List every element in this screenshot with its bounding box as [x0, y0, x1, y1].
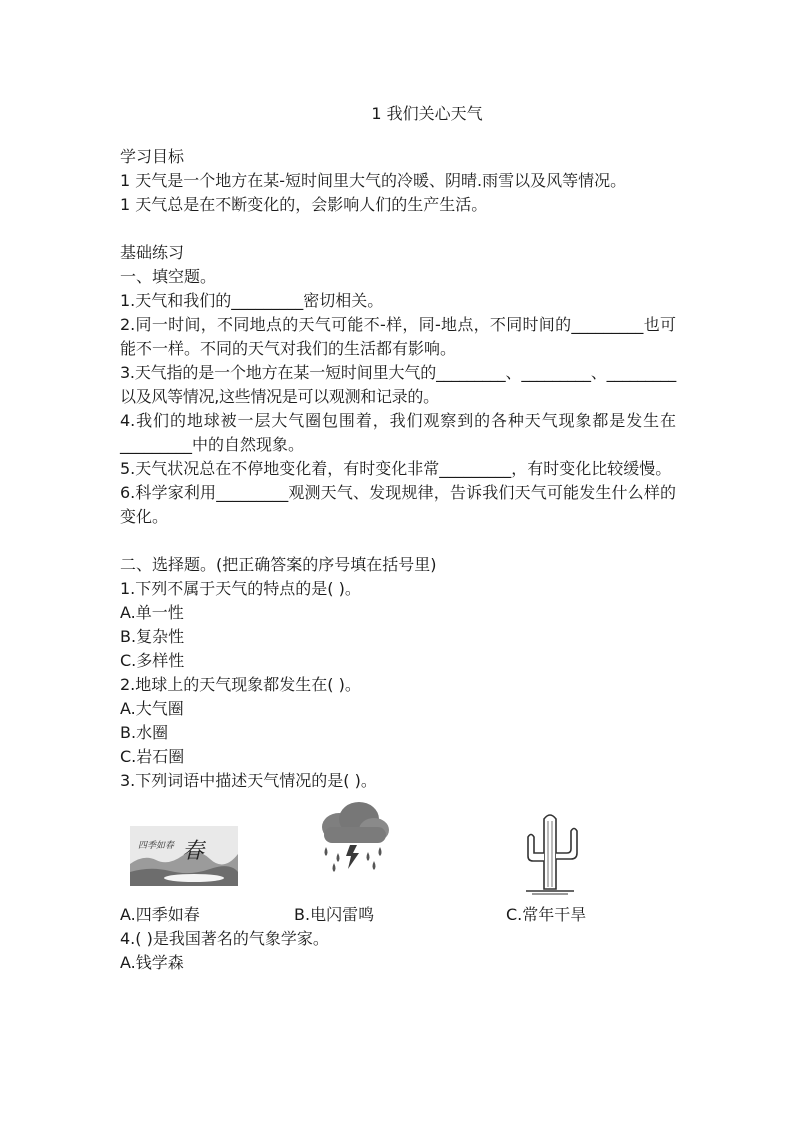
svg-text:四季如春: 四季如春	[138, 841, 175, 851]
choice-1-option-a: A.单一性	[120, 603, 184, 622]
choice-section-heading: 二、选择题。(把正确答案的序号填在括号里)	[120, 555, 437, 574]
fill-section-heading: 一、填空题。	[120, 267, 217, 286]
fill-question-2: 2.同一时间，不同地点的天气可能不-样，同-地点，不同时间的_________也可能不一样。不同的天气对我们的生活都有影响。	[120, 315, 676, 358]
choice-3-options	[120, 903, 676, 927]
choice-3-option-a: A.四季如春	[120, 905, 200, 924]
objective-item-2: 1 天气总是在不断变化的，会影响人们的生产生活。	[120, 195, 488, 214]
objective-item-1: 1 天气是一个地方在某-短时间里大气的冷暖、阴晴.雨雪以及风等情况。	[120, 171, 627, 190]
choice-question-4: 4.( )是我国著名的气象学家。	[120, 929, 329, 948]
svg-text:春: 春	[182, 839, 205, 864]
choice-1-option-c: C.多样性	[120, 651, 185, 670]
choice-3-option-b: B.电闪雷鸣	[294, 905, 375, 924]
thunderstorm-icon	[312, 797, 392, 877]
choice-2-option-c: C.岩石圈	[120, 747, 185, 766]
fill-question-1: 1.天气和我们的_________密切相关。	[120, 291, 384, 310]
choice-2-option-a: A.大气圈	[120, 699, 184, 718]
fill-question-5: 5.天气状况总在不停地变化着，有时变化非常_________，有时变化比较缓慢。	[120, 459, 672, 478]
choice-question-3: 3.下列词语中描述天气情况的是( )。	[120, 771, 377, 790]
worksheet-content	[120, 145, 676, 975]
spring-landscape-image	[130, 826, 238, 886]
fill-question-4: 4.我们的地球被一层大气圈包围着，我们观察到的各种天气现象都是发生在_________中的自然现象。	[120, 411, 676, 454]
cactus-icon	[518, 805, 582, 897]
choice-question-2: 2.地球上的天气现象都发生在( )。	[120, 675, 361, 694]
fill-question-6: 6.科学家利用_________观测天气、发现规律，告诉我们天气可能发生什么样的变化。	[120, 483, 676, 526]
choice-3-images	[120, 793, 676, 903]
choice-1-option-b: B.复杂性	[120, 627, 185, 646]
fill-question-3: 3.天气指的是一个地方在某一短时间里大气的_________、_________、_________以及风等情况,这些情况是可以观测和记录的。	[120, 363, 676, 406]
choice-question-1: 1.下列不属于天气的特点的是( )。	[120, 579, 361, 598]
choice-2-option-b: B.水圈	[120, 723, 169, 742]
page-title: 1 我们关心天气	[371, 104, 483, 123]
basics-heading: 基础练习	[120, 243, 185, 262]
objectives-heading: 学习目标	[120, 147, 185, 166]
choice-3-option-c: C.常年干旱	[506, 905, 587, 924]
choice-4-option-a: A.钱学森	[120, 953, 184, 972]
